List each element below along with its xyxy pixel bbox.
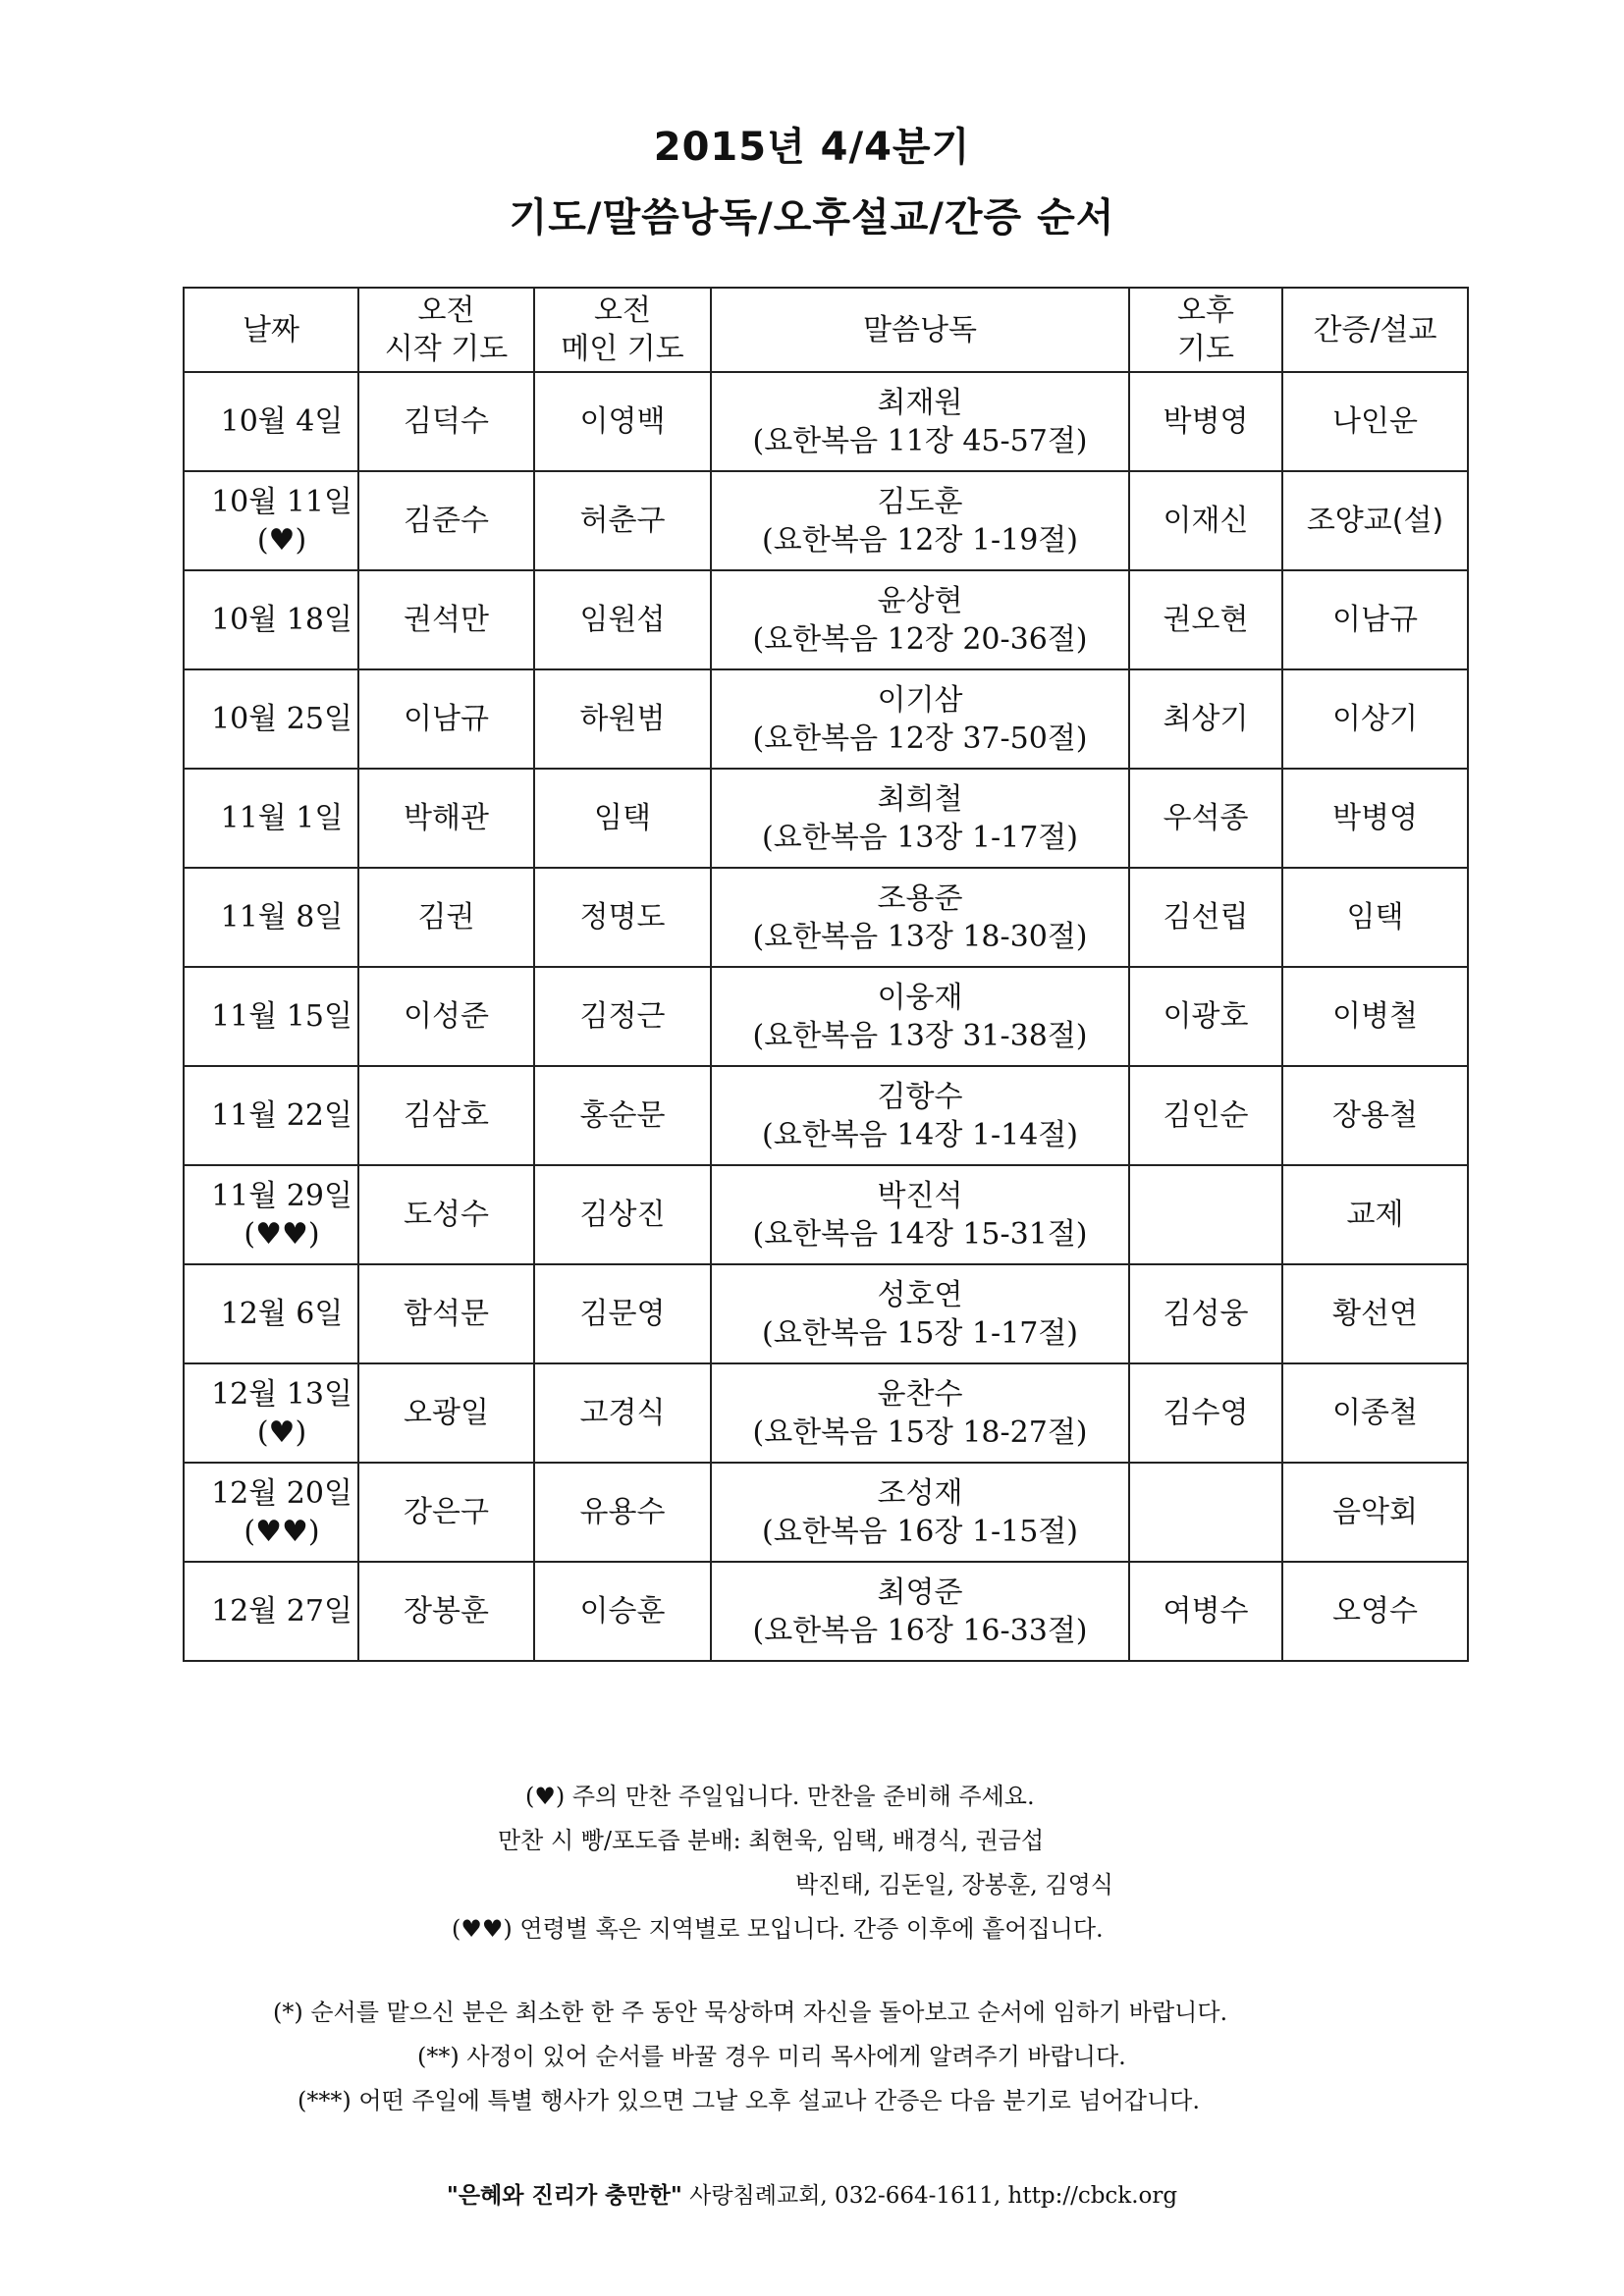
cell-afternoon-prayer	[1129, 1463, 1282, 1562]
reader-name: 성호연	[877, 1277, 963, 1312]
note-rule-1: (*) 순서를 맡으신 분은 최소한 한 주 동안 묵상하며 자신을 돌아보고 순서에 임하기 바랍니다.	[273, 1999, 1228, 2026]
cell-testimony-sermon: 이병철	[1282, 967, 1468, 1066]
table-row	[184, 769, 1468, 868]
passage-reference: (요한복음 16장 16-33절)	[752, 1613, 1088, 1648]
cell-scripture-reading	[711, 1165, 1129, 1264]
cell-testimony-sermon: 나인운	[1282, 372, 1468, 471]
cell-afternoon-prayer: 김수영	[1129, 1363, 1282, 1463]
cell-scripture-reading	[711, 1264, 1129, 1363]
reader-name: 조성재	[877, 1475, 963, 1511]
header-scripture-reading: 말씀낭독	[711, 288, 1129, 372]
cell-date: 10월 11일 (♥)	[184, 471, 358, 570]
cell-morning-main-prayer: 유용수	[534, 1463, 711, 1562]
schedule-table	[183, 287, 1469, 1662]
cell-scripture-reading	[711, 471, 1129, 570]
cell-morning-main-prayer: 김문영	[534, 1264, 711, 1363]
cell-morning-start-prayer: 김권	[358, 868, 534, 967]
cell-testimony-sermon: 이남규	[1282, 570, 1468, 669]
table-row	[184, 1363, 1468, 1463]
reader-name: 박진석	[877, 1178, 963, 1213]
cell-morning-start-prayer: 이남규	[358, 669, 534, 769]
note-rule-3: (***) 어떤 주일에 특별 행사가 있으면 그날 오후 설교나 간증은 다음 분기로 넘어갑니다.	[298, 2087, 1200, 2114]
cell-date: 11월 15일	[184, 967, 358, 1066]
passage-reference: (요한복음 14장 15-31절)	[752, 1216, 1088, 1252]
cell-date: 11월 1일	[184, 769, 358, 868]
cell-morning-main-prayer: 김정근	[534, 967, 711, 1066]
passage-reference: (요한복음 14장 1-14절)	[762, 1117, 1078, 1152]
cell-scripture-reading	[711, 669, 1129, 769]
header-testimony-sermon: 간증/설교	[1282, 288, 1468, 372]
page-title: 2015년 4/4분기	[653, 125, 971, 170]
cell-testimony-sermon: 이종철	[1282, 1363, 1468, 1463]
table-row	[184, 868, 1468, 967]
cell-testimony-sermon: 오영수	[1282, 1562, 1468, 1661]
cell-morning-start-prayer: 김삼호	[358, 1066, 534, 1165]
cell-testimony-sermon: 이상기	[1282, 669, 1468, 769]
note-rule-2: (**) 사정이 있어 순서를 바꿀 경우 미리 목사에게 알려주기 바랍니다.	[417, 2043, 1126, 2070]
reader-name: 이웅재	[877, 980, 963, 1015]
table-row	[184, 1165, 1468, 1264]
passage-reference: (요한복음 13장 18-30절)	[752, 919, 1088, 954]
passage-reference: (요한복음 13장 31-38절)	[752, 1018, 1088, 1053]
table-header-row	[184, 288, 1468, 372]
cell-afternoon-prayer	[1129, 1165, 1282, 1264]
passage-reference: (요한복음 16장 1-15절)	[762, 1514, 1078, 1549]
footer-church-info: 사랑침례교회, 032-664-1611, http://cbck.org	[689, 2183, 1178, 2209]
cell-morning-main-prayer: 홍순문	[534, 1066, 711, 1165]
cell-morning-start-prayer: 김덕수	[358, 372, 534, 471]
cell-scripture-reading	[711, 1463, 1129, 1562]
page-subtitle: 기도/말씀낭독/오후설교/간증 순서	[509, 195, 1115, 240]
header-morning-start-prayer: 오전 시작 기도	[358, 288, 534, 372]
cell-morning-main-prayer: 하원범	[534, 669, 711, 769]
heart-marks-icon: (♥)	[256, 522, 307, 558]
cell-afternoon-prayer: 우석종	[1129, 769, 1282, 868]
cell-morning-start-prayer: 함석문	[358, 1264, 534, 1363]
header-date: 날짜	[184, 288, 358, 372]
footer	[0, 2177, 1624, 2210]
cell-morning-main-prayer: 이영백	[534, 372, 711, 471]
cell-scripture-reading	[711, 570, 1129, 669]
note-heart-communion: (♥) 주의 만찬 주일입니다. 만찬을 준비해 주세요.	[525, 1783, 1035, 1810]
table-row	[184, 1264, 1468, 1363]
table-row	[184, 471, 1468, 570]
cell-scripture-reading	[711, 1562, 1129, 1661]
note-double-heart: (♥♥) 연령별 혹은 지역별로 모입니다. 간증 이후에 흩어집니다.	[452, 1915, 1104, 1943]
passage-reference: (요한복음 11장 45-57절)	[752, 423, 1088, 458]
cell-testimony-sermon: 임택	[1282, 868, 1468, 967]
cell-date: 10월 4일	[184, 372, 358, 471]
cell-afternoon-prayer: 김선립	[1129, 868, 1282, 967]
cell-testimony-sermon: 조양교(설)	[1282, 471, 1468, 570]
cell-date: 12월 6일	[184, 1264, 358, 1363]
cell-morning-start-prayer: 박해관	[358, 769, 534, 868]
reader-name: 윤상현	[877, 583, 963, 618]
reader-name: 최재원	[877, 385, 963, 420]
cell-scripture-reading	[711, 868, 1129, 967]
cell-morning-start-prayer: 김준수	[358, 471, 534, 570]
cell-afternoon-prayer: 이광호	[1129, 967, 1282, 1066]
cell-morning-start-prayer: 권석만	[358, 570, 534, 669]
passage-reference: (요한복음 15장 1-17절)	[762, 1315, 1078, 1351]
heart-marks-icon: (♥)	[256, 1415, 307, 1450]
cell-afternoon-prayer: 여병수	[1129, 1562, 1282, 1661]
heart-marks-icon: (♥♥)	[244, 1514, 320, 1549]
cell-morning-main-prayer: 정명도	[534, 868, 711, 967]
cell-testimony-sermon: 음악회	[1282, 1463, 1468, 1562]
cell-date: 10월 25일	[184, 669, 358, 769]
table-row	[184, 967, 1468, 1066]
cell-testimony-sermon: 교제	[1282, 1165, 1468, 1264]
cell-morning-start-prayer: 오광일	[358, 1363, 534, 1463]
cell-testimony-sermon: 황선연	[1282, 1264, 1468, 1363]
cell-scripture-reading	[711, 1066, 1129, 1165]
cell-afternoon-prayer: 김인순	[1129, 1066, 1282, 1165]
cell-morning-start-prayer: 강은구	[358, 1463, 534, 1562]
header-morning-main-prayer: 오전 메인 기도	[534, 288, 711, 372]
cell-morning-main-prayer: 임원섭	[534, 570, 711, 669]
cell-afternoon-prayer: 김성웅	[1129, 1264, 1282, 1363]
note-distribution: 만찬 시 빵/포도즙 분배: 최현욱, 임택, 배경식, 권금섭	[498, 1827, 1045, 1854]
note-distribution-continued: 박진태, 김돈일, 장봉훈, 김영식	[795, 1871, 1113, 1898]
cell-date: 11월 29일 (♥♥)	[184, 1165, 358, 1264]
cell-date: 11월 8일	[184, 868, 358, 967]
cell-afternoon-prayer: 이재신	[1129, 471, 1282, 570]
cell-morning-start-prayer: 도성수	[358, 1165, 534, 1264]
cell-scripture-reading	[711, 372, 1129, 471]
reader-name: 이기삼	[877, 682, 963, 718]
passage-reference: (요한복음 12장 1-19절)	[762, 522, 1078, 558]
cell-scripture-reading	[711, 1363, 1129, 1463]
cell-morning-main-prayer: 허춘구	[534, 471, 711, 570]
table-row	[184, 372, 1468, 471]
table-row	[184, 570, 1468, 669]
reader-name: 최영준	[877, 1575, 963, 1610]
passage-reference: (요한복음 15장 18-27절)	[752, 1415, 1088, 1450]
cell-morning-start-prayer: 장봉훈	[358, 1562, 534, 1661]
passage-reference: (요한복음 12장 37-50절)	[752, 721, 1088, 756]
header-afternoon-prayer: 오후 기도	[1129, 288, 1282, 372]
cell-date: 12월 27일	[184, 1562, 358, 1661]
table-row	[184, 1066, 1468, 1165]
cell-morning-start-prayer: 이성준	[358, 967, 534, 1066]
passage-reference: (요한복음 13장 1-17절)	[762, 820, 1078, 855]
cell-afternoon-prayer: 박병영	[1129, 372, 1282, 471]
table-row	[184, 669, 1468, 769]
table-row	[184, 1562, 1468, 1661]
cell-morning-main-prayer: 임택	[534, 769, 711, 868]
cell-morning-main-prayer: 이승훈	[534, 1562, 711, 1661]
cell-date: 12월 13일 (♥)	[184, 1363, 358, 1463]
cell-date: 12월 20일 (♥♥)	[184, 1463, 358, 1562]
cell-date: 10월 18일	[184, 570, 358, 669]
heart-marks-icon: (♥♥)	[244, 1216, 320, 1252]
cell-afternoon-prayer: 최상기	[1129, 669, 1282, 769]
cell-scripture-reading	[711, 967, 1129, 1066]
footer-slogan: "은혜와 진리가 충만한"	[446, 2182, 682, 2209]
reader-name: 조용준	[877, 881, 963, 916]
reader-name: 김도훈	[877, 484, 963, 519]
passage-reference: (요한복음 12장 20-36절)	[752, 621, 1088, 657]
reader-name: 최희철	[877, 781, 963, 817]
cell-date: 11월 22일	[184, 1066, 358, 1165]
reader-name: 김항수	[877, 1079, 963, 1114]
table-row	[184, 1463, 1468, 1562]
cell-scripture-reading	[711, 769, 1129, 868]
cell-morning-main-prayer: 김상진	[534, 1165, 711, 1264]
cell-afternoon-prayer: 권오현	[1129, 570, 1282, 669]
cell-testimony-sermon: 박병영	[1282, 769, 1468, 868]
cell-morning-main-prayer: 고경식	[534, 1363, 711, 1463]
cell-testimony-sermon: 장용철	[1282, 1066, 1468, 1165]
reader-name: 윤찬수	[877, 1376, 963, 1412]
